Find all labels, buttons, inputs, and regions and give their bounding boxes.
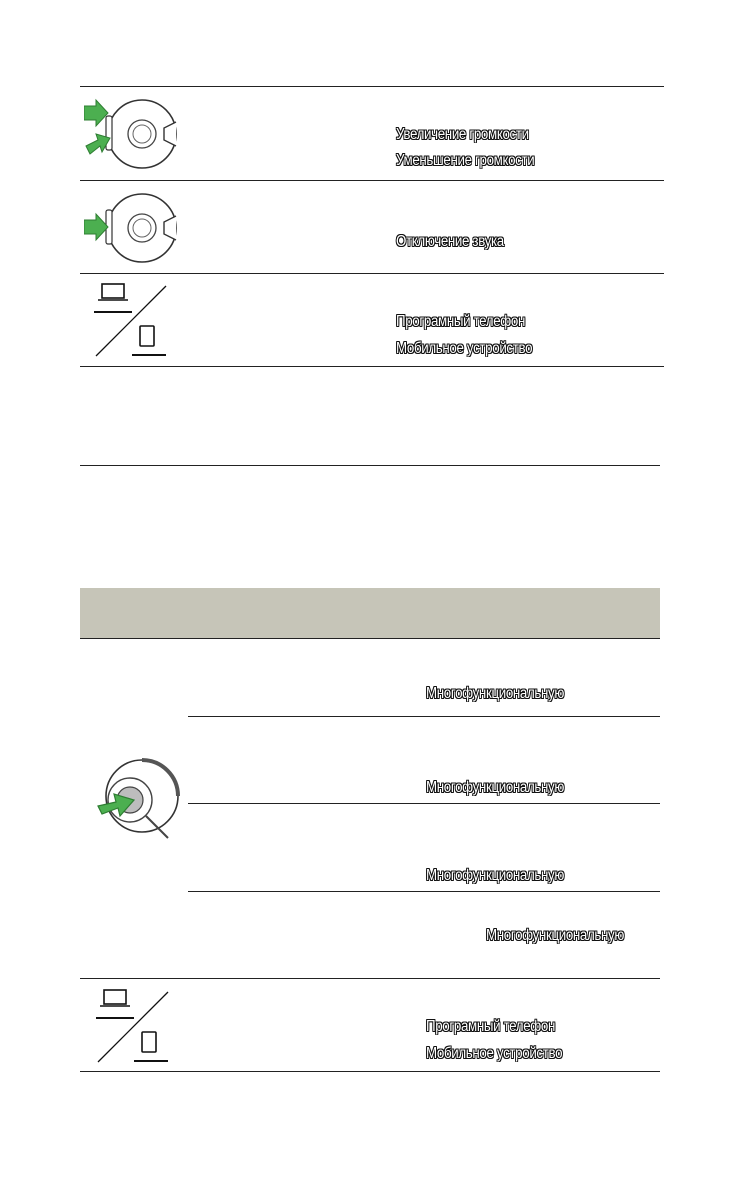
row-divider xyxy=(80,465,660,466)
softphone-label: Програмный телефон xyxy=(426,1018,556,1035)
mute-label: Отключение звука xyxy=(396,233,504,250)
row-divider xyxy=(80,1071,660,1072)
multifunction-label: Многофункциональную xyxy=(426,779,565,796)
headset-volume-buttons-icon xyxy=(84,94,184,176)
volume-up-label: Увеличение громкости xyxy=(396,126,529,143)
row-divider xyxy=(80,978,660,979)
multifunction-label: Многофункциональную xyxy=(486,927,625,944)
volume-down-label: Уменьшение громкости xyxy=(396,152,535,169)
mobile-device-label: Мобильное устройство xyxy=(426,1045,563,1062)
row-divider xyxy=(80,366,664,367)
mobile-device-label: Мобильное устройство xyxy=(396,340,533,357)
laptop-phone-switch-icon xyxy=(92,280,172,360)
multifunction-label: Многофункциональную xyxy=(426,867,565,884)
laptop-phone-switch-icon xyxy=(94,986,174,1066)
row-divider xyxy=(188,716,660,717)
softphone-label: Програмный телефон xyxy=(396,313,526,330)
table-header xyxy=(80,588,660,638)
row-divider xyxy=(80,86,664,87)
row-divider xyxy=(80,638,660,639)
headset-mute-button-icon xyxy=(84,188,184,268)
multifunction-label: Многофункциональную xyxy=(426,685,565,702)
row-divider xyxy=(80,180,664,181)
row-divider xyxy=(188,803,660,804)
row-divider xyxy=(188,891,660,892)
row-divider xyxy=(80,273,664,274)
headset-multifunction-button-icon xyxy=(96,754,182,840)
